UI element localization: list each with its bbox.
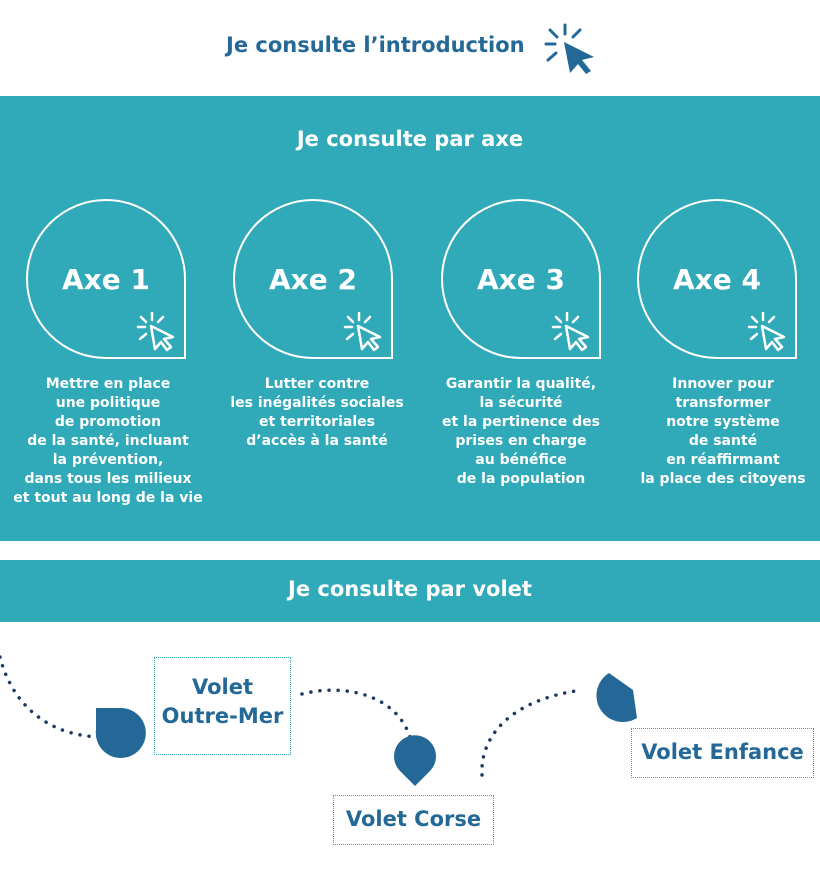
map-pin-icon <box>394 735 436 786</box>
volets-section-title: Je consulte par volet <box>288 577 532 601</box>
click-cursor-icon <box>551 312 591 352</box>
axes-section <box>0 96 820 541</box>
intro-link[interactable]: Je consulte l’introduction <box>226 33 525 57</box>
axis-2-description: Lutter contre les inégalités sociales et territoriales d’accès à la santé <box>230 376 404 449</box>
axis-4-description: Innover pour transformer notre système de santé en réaffirmant la place des citoyens <box>640 376 806 487</box>
volet-corse-button[interactable] <box>333 795 494 845</box>
axis-3-description: Garantir la qualité, la sécurité et la pertinence des prises en charge au bénéfice de la population <box>441 376 601 487</box>
axis-4-label: Axe 4 <box>673 263 761 296</box>
volet-corse-label: Volet Corse <box>345 807 482 831</box>
axes-section-title: Je consulte par axe <box>296 127 524 151</box>
axis-1-button[interactable] <box>26 199 186 359</box>
volet-enfance-label: Volet Enfance <box>641 740 804 764</box>
axis-2-button[interactable] <box>233 199 393 359</box>
click-cursor-icon <box>747 312 787 352</box>
click-cursor-icon <box>136 312 176 352</box>
map-pin-icon <box>96 708 146 758</box>
axis-1-label: Axe 1 <box>62 263 150 296</box>
volet-outre-mer-button[interactable] <box>154 657 291 755</box>
axis-3-label: Axe 3 <box>477 263 565 296</box>
click-cursor-icon <box>343 312 383 352</box>
axis-4-button[interactable] <box>637 199 797 359</box>
intro-section <box>0 0 820 96</box>
volet-outre-mer-line2: Outre-Mer <box>161 704 284 728</box>
axis-3-button[interactable] <box>441 199 601 359</box>
volet-outre-mer-line1: Volet <box>191 675 253 699</box>
volet-enfance-button[interactable] <box>631 728 814 778</box>
axis-1-description: Mettre en place une politique de promotion de la santé, incluant la prévention, dans tous les milieux et tout au long de la vie <box>13 376 203 506</box>
click-cursor-icon[interactable] <box>540 22 600 74</box>
volets-section-header <box>0 560 820 622</box>
axis-2-label: Axe 2 <box>269 263 357 296</box>
map-pin-icon <box>596 673 637 722</box>
